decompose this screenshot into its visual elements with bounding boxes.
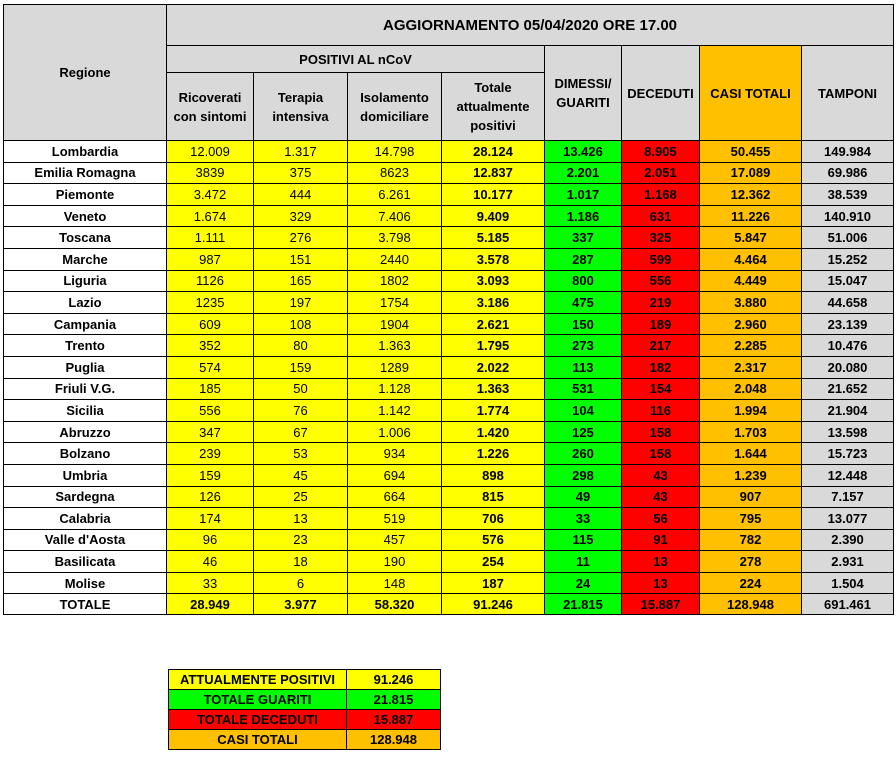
- region-name: Sardegna: [4, 486, 167, 508]
- deceased-cell: 2.051: [622, 162, 700, 184]
- icu-cell: 329: [254, 205, 348, 227]
- total-cases-cell: 11.226: [700, 205, 802, 227]
- hospitalized-cell: 33: [167, 572, 254, 594]
- icu-cell: 159: [254, 356, 348, 378]
- recovered-cell: 531: [545, 378, 622, 400]
- tests-cell: 69.986: [802, 162, 894, 184]
- icu-cell: 165: [254, 270, 348, 292]
- hospitalized-cell: 347: [167, 421, 254, 443]
- table-row: [4, 205, 894, 227]
- hospitalized-cell: 46: [167, 551, 254, 573]
- recovered-cell: 298: [545, 464, 622, 486]
- region-name: Abruzzo: [4, 421, 167, 443]
- tests-cell: 2.390: [802, 529, 894, 551]
- recovered-cell: 49: [545, 486, 622, 508]
- hospitalized-cell: 3839: [167, 162, 254, 184]
- hospitalized-cell: 1235: [167, 292, 254, 314]
- tests-header: TAMPONI: [802, 46, 894, 141]
- tests-cell: 140.910: [802, 205, 894, 227]
- total-positive-cell: 1.795: [442, 335, 545, 357]
- icu-cell: 18: [254, 551, 348, 573]
- recovered-cell: 2.201: [545, 162, 622, 184]
- total-cases-cell: 2.960: [700, 313, 802, 335]
- deceased-cell: 158: [622, 443, 700, 465]
- table-row: [4, 529, 894, 551]
- home-isolation-cell: 694: [348, 464, 442, 486]
- icu-cell: 197: [254, 292, 348, 314]
- total-cases-cell: 2.048: [700, 378, 802, 400]
- hospitalized-cell: 126: [167, 486, 254, 508]
- total-cases-cell: 1.644: [700, 443, 802, 465]
- table-row: [4, 464, 894, 486]
- table-row: [4, 572, 894, 594]
- region-name: Toscana: [4, 227, 167, 249]
- icu-cell: 375: [254, 162, 348, 184]
- table-row: [4, 486, 894, 508]
- total-positive-cell: 1.420: [442, 421, 545, 443]
- tests-cell: 12.448: [802, 464, 894, 486]
- home-isolation-cell: 1904: [348, 313, 442, 335]
- deceased-cell: 13: [622, 551, 700, 573]
- icu-cell: 23: [254, 529, 348, 551]
- icu-cell: 1.317: [254, 141, 348, 163]
- summary-label: TOTALE DECEDUTI: [169, 710, 347, 730]
- tests-cell: 15.047: [802, 270, 894, 292]
- total-tests: 691.461: [802, 594, 894, 615]
- summary-row-deceased: [169, 710, 441, 730]
- total-cases-cell: 3.880: [700, 292, 802, 314]
- region-name: Friuli V.G.: [4, 378, 167, 400]
- hospitalized-cell: 609: [167, 313, 254, 335]
- total-positive-cell: 898: [442, 464, 545, 486]
- home-isolation-cell: 1754: [348, 292, 442, 314]
- deceased-cell: 599: [622, 248, 700, 270]
- total-cases-cell: 278: [700, 551, 802, 573]
- region-name: Puglia: [4, 356, 167, 378]
- summary-value: 15.887: [347, 710, 441, 730]
- summary-label: TOTALE GUARITI: [169, 690, 347, 710]
- total-positive-cell: 3.578: [442, 248, 545, 270]
- total-cases-cell: 50.455: [700, 141, 802, 163]
- total-cases-cell: 4.449: [700, 270, 802, 292]
- total-positive-cell: 815: [442, 486, 545, 508]
- hospitalized-cell: 239: [167, 443, 254, 465]
- table-row: [4, 378, 894, 400]
- total-cases-cell: 224: [700, 572, 802, 594]
- icu-cell: 276: [254, 227, 348, 249]
- total-deceased: 15.887: [622, 594, 700, 615]
- icu-cell: 6: [254, 572, 348, 594]
- deceased-cell: 556: [622, 270, 700, 292]
- total-positive-cell: 9.409: [442, 205, 545, 227]
- recovered-cell: 113: [545, 356, 622, 378]
- home-isolation-cell: 934: [348, 443, 442, 465]
- icu-cell: 80: [254, 335, 348, 357]
- tests-cell: 21.904: [802, 400, 894, 422]
- tests-cell: 15.252: [802, 248, 894, 270]
- home-isolation-cell: 7.406: [348, 205, 442, 227]
- total-cases-cell: 4.464: [700, 248, 802, 270]
- icu-cell: 45: [254, 464, 348, 486]
- region-name: Calabria: [4, 508, 167, 530]
- table-row: [4, 356, 894, 378]
- recovered-cell: 337: [545, 227, 622, 249]
- table-row: [4, 443, 894, 465]
- total-cases: 128.948: [700, 594, 802, 615]
- home-isolation-cell: 1.006: [348, 421, 442, 443]
- recovered-cell: 150: [545, 313, 622, 335]
- icu-cell: 53: [254, 443, 348, 465]
- region-name: Basilicata: [4, 551, 167, 573]
- table-row: [4, 184, 894, 206]
- hospitalized-cell: 556: [167, 400, 254, 422]
- hospitalized-cell: 185: [167, 378, 254, 400]
- home-isolation-cell: 664: [348, 486, 442, 508]
- totals-row: [4, 594, 894, 615]
- recovered-cell: 273: [545, 335, 622, 357]
- hospitalized-cell: 3.472: [167, 184, 254, 206]
- deceased-cell: 219: [622, 292, 700, 314]
- tests-cell: 2.931: [802, 551, 894, 573]
- tests-cell: 13.077: [802, 508, 894, 530]
- deceased-cell: 43: [622, 486, 700, 508]
- tests-cell: 149.984: [802, 141, 894, 163]
- recovered-cell: 11: [545, 551, 622, 573]
- total-positive-cell: 187: [442, 572, 545, 594]
- home-isolation-cell: 1.363: [348, 335, 442, 357]
- home-isolation-cell: 1289: [348, 356, 442, 378]
- icu-cell: 151: [254, 248, 348, 270]
- table-row: [4, 551, 894, 573]
- total-positive: 91.246: [442, 594, 545, 615]
- total-positive-cell: 576: [442, 529, 545, 551]
- summary-value: 91.246: [347, 670, 441, 690]
- deceased-cell: 1.168: [622, 184, 700, 206]
- table-row: [4, 162, 894, 184]
- total-positive-cell: 1.226: [442, 443, 545, 465]
- tests-cell: 38.539: [802, 184, 894, 206]
- region-name: Bolzano: [4, 443, 167, 465]
- icu-cell: 13: [254, 508, 348, 530]
- total-cases-cell: 12.362: [700, 184, 802, 206]
- total-positive-cell: 10.177: [442, 184, 545, 206]
- summary-label: CASI TOTALI: [169, 730, 347, 750]
- deceased-header: DECEDUTI: [622, 46, 700, 141]
- region-name: Liguria: [4, 270, 167, 292]
- tests-cell: 20.080: [802, 356, 894, 378]
- region-name: Lombardia: [4, 141, 167, 163]
- icu-cell: 50: [254, 378, 348, 400]
- total-positive-cell: 254: [442, 551, 545, 573]
- icu-cell: 25: [254, 486, 348, 508]
- tests-cell: 51.006: [802, 227, 894, 249]
- total-cases-cell: 1.239: [700, 464, 802, 486]
- hospitalized-cell: 159: [167, 464, 254, 486]
- total-home-isolation: 58.320: [348, 594, 442, 615]
- hospitalized-cell: 987: [167, 248, 254, 270]
- total-positive-cell: 1.774: [442, 400, 545, 422]
- hospitalized-cell: 574: [167, 356, 254, 378]
- home-isolation-cell: 148: [348, 572, 442, 594]
- deceased-cell: 182: [622, 356, 700, 378]
- icu-cell: 444: [254, 184, 348, 206]
- recovered-cell: 24: [545, 572, 622, 594]
- region-name: Sicilia: [4, 400, 167, 422]
- table-row: [4, 141, 894, 163]
- total-cases-cell: 795: [700, 508, 802, 530]
- total-positive-cell: 28.124: [442, 141, 545, 163]
- recovered-cell: 13.426: [545, 141, 622, 163]
- summary-value: 128.948: [347, 730, 441, 750]
- update-title: AGGIORNAMENTO 05/04/2020 ORE 17.00: [167, 5, 894, 46]
- tests-cell: 44.658: [802, 292, 894, 314]
- total-cases-cell: 2.285: [700, 335, 802, 357]
- home-isolation-cell: 8623: [348, 162, 442, 184]
- region-name: Piemonte: [4, 184, 167, 206]
- deceased-cell: 631: [622, 205, 700, 227]
- total-positive-cell: 1.363: [442, 378, 545, 400]
- region-name: Emilia Romagna: [4, 162, 167, 184]
- table-row: [4, 335, 894, 357]
- recovered-cell: 475: [545, 292, 622, 314]
- region-name: Umbria: [4, 464, 167, 486]
- total-cases-cell: 907: [700, 486, 802, 508]
- deceased-cell: 56: [622, 508, 700, 530]
- hospitalized-cell: 174: [167, 508, 254, 530]
- deceased-cell: 43: [622, 464, 700, 486]
- total-positive-cell: 3.186: [442, 292, 545, 314]
- home-isolation-cell: 190: [348, 551, 442, 573]
- tests-cell: 7.157: [802, 486, 894, 508]
- summary-row-recovered: [169, 690, 441, 710]
- hospitalized-cell: 1.111: [167, 227, 254, 249]
- tests-cell: 21.652: [802, 378, 894, 400]
- deceased-cell: 217: [622, 335, 700, 357]
- tests-cell: 1.504: [802, 572, 894, 594]
- home-isolation-cell: 519: [348, 508, 442, 530]
- recovered-cell: 1.017: [545, 184, 622, 206]
- total-positive-cell: 12.837: [442, 162, 545, 184]
- region-name: Marche: [4, 248, 167, 270]
- hospitalized-header: Ricoverati con sintomi: [167, 73, 254, 141]
- icu-header: Terapia intensiva: [254, 73, 348, 141]
- deceased-cell: 158: [622, 421, 700, 443]
- home-isolation-cell: 3.798: [348, 227, 442, 249]
- icu-cell: 76: [254, 400, 348, 422]
- table-body: [4, 141, 894, 594]
- summary-label: ATTUALMENTE POSITIVI: [169, 670, 347, 690]
- region-name: Lazio: [4, 292, 167, 314]
- total-cases-header: CASI TOTALI: [700, 46, 802, 141]
- summary-value: 21.815: [347, 690, 441, 710]
- total-cases-cell: 1.703: [700, 421, 802, 443]
- total-positive-cell: 706: [442, 508, 545, 530]
- recovered-cell: 800: [545, 270, 622, 292]
- table-row: [4, 270, 894, 292]
- table-row: [4, 227, 894, 249]
- deceased-cell: 13: [622, 572, 700, 594]
- home-isolation-cell: 1.128: [348, 378, 442, 400]
- home-isolation-cell: 6.261: [348, 184, 442, 206]
- total-cases-cell: 17.089: [700, 162, 802, 184]
- home-isolation-cell: 14.798: [348, 141, 442, 163]
- total-positive-cell: 2.022: [442, 356, 545, 378]
- home-isolation-cell: 1.142: [348, 400, 442, 422]
- home-isolation-cell: 1802: [348, 270, 442, 292]
- region-name: Molise: [4, 572, 167, 594]
- icu-cell: 108: [254, 313, 348, 335]
- region-name: Campania: [4, 313, 167, 335]
- deceased-cell: 154: [622, 378, 700, 400]
- total-icu: 3.977: [254, 594, 348, 615]
- tests-cell: 23.139: [802, 313, 894, 335]
- recovered-cell: 1.186: [545, 205, 622, 227]
- deceased-cell: 325: [622, 227, 700, 249]
- summary-row-total-cases: [169, 730, 441, 750]
- region-name: Valle d'Aosta: [4, 529, 167, 551]
- table-row: [4, 292, 894, 314]
- total-recovered: 21.815: [545, 594, 622, 615]
- total-hospitalized: 28.949: [167, 594, 254, 615]
- positives-group-header: POSITIVI AL nCoV: [167, 46, 545, 73]
- home-isolation-cell: 2440: [348, 248, 442, 270]
- hospitalized-cell: 12.009: [167, 141, 254, 163]
- hospitalized-cell: 96: [167, 529, 254, 551]
- tests-cell: 10.476: [802, 335, 894, 357]
- deceased-cell: 189: [622, 313, 700, 335]
- table-row: [4, 508, 894, 530]
- hospitalized-cell: 1126: [167, 270, 254, 292]
- table-row: [4, 421, 894, 443]
- recovered-header: DIMESSI/ GUARITI: [545, 46, 622, 141]
- totals-label: TOTALE: [4, 594, 167, 615]
- recovered-cell: 115: [545, 529, 622, 551]
- total-positive-header: Totale attualmente positivi: [442, 73, 545, 141]
- region-name: Veneto: [4, 205, 167, 227]
- table-row: [4, 400, 894, 422]
- summary-table: [168, 669, 441, 750]
- hospitalized-cell: 352: [167, 335, 254, 357]
- deceased-cell: 116: [622, 400, 700, 422]
- home-isolation-header: Isolamento domiciliare: [348, 73, 442, 141]
- total-positive-cell: 3.093: [442, 270, 545, 292]
- deceased-cell: 8.905: [622, 141, 700, 163]
- region-header: Regione: [4, 5, 167, 141]
- recovered-cell: 125: [545, 421, 622, 443]
- summary-row-positive: [169, 670, 441, 690]
- table-row: [4, 313, 894, 335]
- table-row: [4, 248, 894, 270]
- icu-cell: 67: [254, 421, 348, 443]
- total-cases-cell: 1.994: [700, 400, 802, 422]
- recovered-cell: 287: [545, 248, 622, 270]
- region-name: Trento: [4, 335, 167, 357]
- total-cases-cell: 782: [700, 529, 802, 551]
- tests-cell: 13.598: [802, 421, 894, 443]
- total-cases-cell: 5.847: [700, 227, 802, 249]
- recovered-cell: 33: [545, 508, 622, 530]
- tests-cell: 15.723: [802, 443, 894, 465]
- deceased-cell: 91: [622, 529, 700, 551]
- total-positive-cell: 2.621: [442, 313, 545, 335]
- total-cases-cell: 2.317: [700, 356, 802, 378]
- hospitalized-cell: 1.674: [167, 205, 254, 227]
- covid-regional-table: [3, 4, 894, 615]
- recovered-cell: 104: [545, 400, 622, 422]
- home-isolation-cell: 457: [348, 529, 442, 551]
- recovered-cell: 260: [545, 443, 622, 465]
- total-positive-cell: 5.185: [442, 227, 545, 249]
